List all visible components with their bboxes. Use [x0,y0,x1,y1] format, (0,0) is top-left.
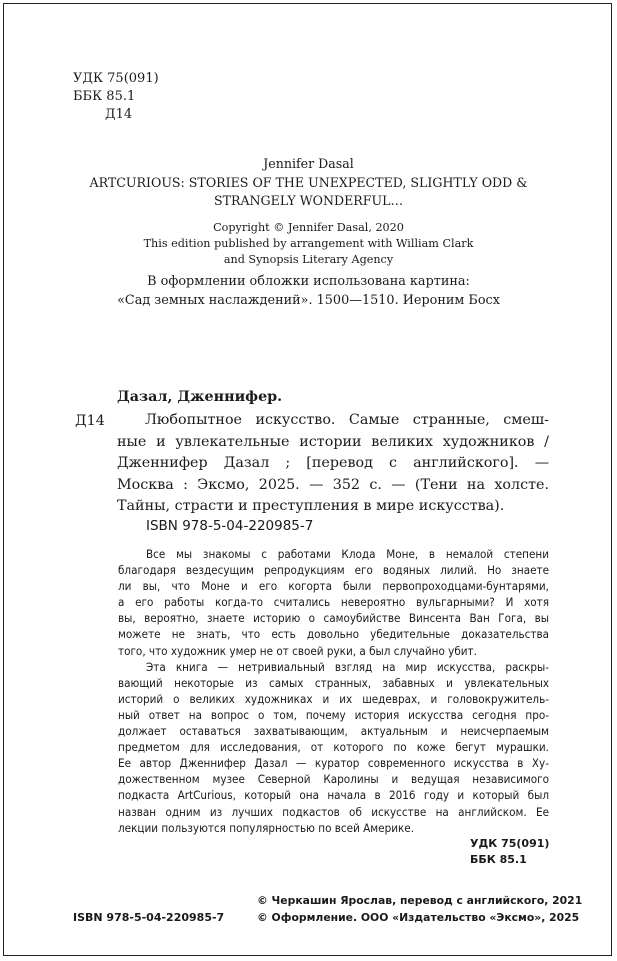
annotation-line: предметом для исследования, от которого по коже бегут мурашки. [118,740,549,755]
rights-line: Copyright © Jennifer Dasal, 2020 [213,221,404,234]
annotation-line: подкаста ArtCurious, который она начала в 2016 году и который был [118,788,549,803]
bbk-code: ББК 85.1 [470,853,527,866]
original-author: Jennifer Dasal [263,156,354,171]
annotation-line: можете не знать, что есть довольно убедительные доказательства [118,627,549,642]
annotation-line: вающий некоторые из самых странных, забавных и увлекательных [118,675,549,690]
annotation-line: историй о великих художниках и их шедеврах, и головокружитель- [118,691,549,706]
copyright-design: © Оформление. ООО «Издательство «Эксмо», 2025 [257,910,580,924]
annotation-line: ный ответ на вопрос о том, почему история искусства сегодня про- [118,707,549,722]
annotation-line: Все мы знакомы с работами Клода Моне, в немалой степени [146,547,549,561]
annotation [118,546,549,836]
author-code: Д14 [105,107,133,122]
bibliographic-description [117,410,549,518]
author-heading: Дазал, Дженнифер. [117,389,283,405]
bbk-code: ББК 85.1 [73,89,136,104]
annotation-line: вы, вероятно, знаете историю о самоубийстве Винсента Ван Гога, вы [118,611,549,626]
biblio-line: ные и увлекательные истории великих художников / [117,433,549,450]
udk-code: УДК 75(091) [470,837,550,850]
annotation-line: лекции пользуются популярностью по всей Америке. [118,820,415,835]
copyright-block [257,893,582,926]
annotation-line: того, что художник умер не от своей руки, а был случайно убит. [118,643,477,658]
cover-note [0,273,617,310]
biblio-line: Любопытное искусство. Самые странные, смеш- [145,412,549,428]
bibliographic-code: Д14 [75,413,105,429]
footer-isbn: ISBN 978-5-04-220985-7 [73,911,225,924]
biblio-line: Москва : Эксмо, 2025. — 352 с. — (Тени на холсте. [117,476,549,493]
cover-note-line: В оформлении обложки использована картина: [147,274,470,289]
rights-notice [0,220,617,268]
biblio-line: Тайны, страсти и преступления в мире искусства). [117,498,505,515]
annotation-line: Эта книга — нетривиальный взгляд на мир искусства, раскры- [146,659,549,674]
annotation-line: должает оставаться захватывающим, актуальным и неисчерпаемым [118,724,549,739]
annotation-line: а его работы когда-то считались невероятно вульгарными? И хотя [118,595,549,610]
bottom-classification [470,836,549,868]
annotation-line: назван одним из лучших подкастов об искусстве на английском. Ее [118,804,549,819]
annotation-line: благодаря вездесущим репродукциям его водяных лилий. Но знаете [118,563,549,578]
top-classification [73,70,159,124]
udk-code: УДК 75(091) [73,71,159,86]
rights-line: This edition published by arrangement with William Clark [143,237,474,250]
isbn: ISBN 978-5-04-220985-7 [146,518,314,534]
annotation-line: ли вы, что Моне и его когорта были первопроходцами-бунтарями, [118,579,549,594]
annotation-line: Ее автор Дженнифер Дазал — куратор современного искусства в Ху- [118,756,549,771]
original-title-line: STRANGELY WONDERFUL… [213,193,404,208]
cover-note-line: «Сад земных наслаждений». 1500—1510. Иероним Босх [117,292,500,308]
rights-line: and Synopsis Literary Agency [223,253,394,266]
biblio-line: Дженнифер Дазал ; [перевод с английского]. — [117,455,549,472]
original-title-line: ARTCURIOUS: STORIES OF THE UNEXPECTED, SLIGHTLY ODD & [89,174,528,190]
copyright-translation: © Черкашин Ярослав, перевод с английского, 2021 [257,894,583,907]
annotation-line: дожественном музее Северной Каролины и ведущая независимого [118,772,549,787]
original-edition [0,155,617,211]
